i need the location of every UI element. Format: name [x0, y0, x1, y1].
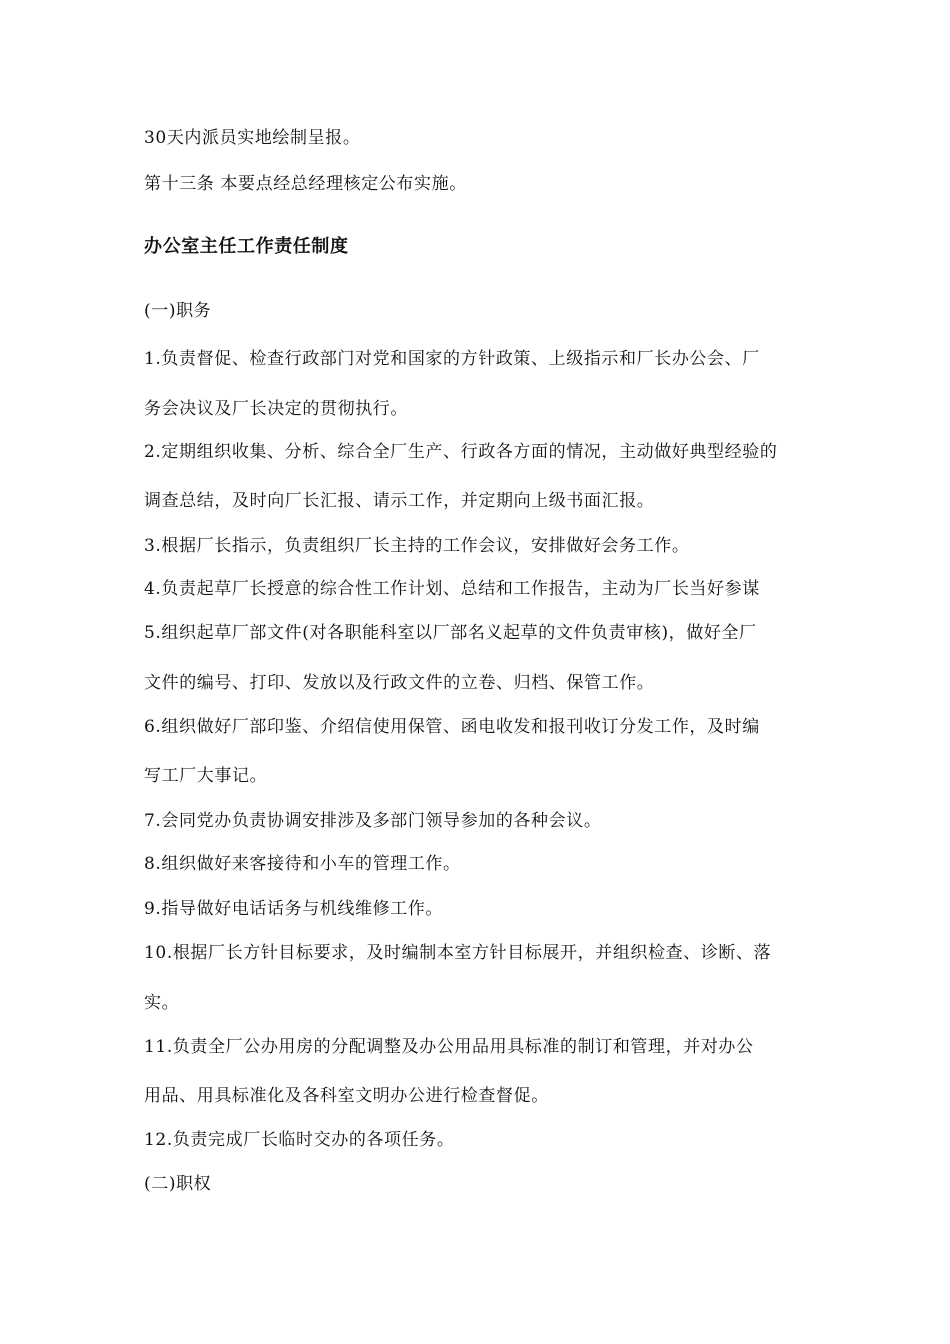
list-item-continuation: 用品、用具标准化及各科室文明办公进行检查督促。: [144, 1086, 549, 1106]
list-item-continuation: 务会决议及厂长决定的贯彻执行。: [144, 399, 408, 419]
list-item: 1.负责督促、检查行政部门对党和国家的方针政策、上级指示和厂长办公会、厂: [144, 349, 760, 369]
list-item: 4.负责起草厂长授意的综合性工作计划、总结和工作报告，主动为厂长当好参谋: [144, 579, 760, 599]
list-item: 10.根据厂长方针目标要求，及时编制本室方针目标展开，并组织检查、诊断、落: [144, 943, 772, 963]
list-item: 9.指导做好电话话务与机线维修工作。: [144, 899, 444, 919]
list-item: 3.根据厂长指示，负责组织厂长主持的工作会议，安排做好会务工作。: [144, 536, 690, 556]
list-item: 8.组织做好来客接待和小车的管理工作。: [144, 854, 461, 874]
list-item: 11.负责全厂公办用房的分配调整及办公用品用具标准的制订和管理，并对办公: [144, 1037, 754, 1057]
list-item: 12.负责完成厂长临时交办的各项任务。: [144, 1130, 455, 1150]
list-item: 2.定期组织收集、分析、综合全厂生产、行政各方面的情况，主动做好典型经验的: [144, 442, 778, 462]
subsection-heading: (一)职务: [144, 301, 212, 321]
section-title: 办公室主任工作责任制度: [144, 236, 349, 257]
list-item-continuation: 文件的编号、打印、发放以及行政文件的立卷、归档、保管工作。: [144, 673, 655, 693]
list-item-continuation: 实。: [144, 993, 180, 1013]
list-item-continuation: 调查总结，及时向厂长汇报、请示工作，并定期向上级书面汇报。: [144, 491, 655, 511]
text-line: 30天内派员实地绘制呈报。: [144, 128, 361, 148]
list-item: 7.会同党办负责协调安排涉及多部门领导参加的各种会议。: [144, 811, 602, 831]
text-line: 第十三条 本要点经总经理核定公布实施。: [144, 174, 467, 194]
list-item-continuation: 写工厂大事记。: [144, 766, 268, 786]
list-item: 5.组织起草厂部文件(对各职能科室以厂部名义起草的文件负责审核)，做好全厂: [144, 623, 757, 643]
subsection-heading: (二)职权: [144, 1174, 212, 1194]
list-item: 6.组织做好厂部印鉴、介绍信使用保管、函电收发和报刊收订分发工作，及时编: [144, 717, 760, 737]
